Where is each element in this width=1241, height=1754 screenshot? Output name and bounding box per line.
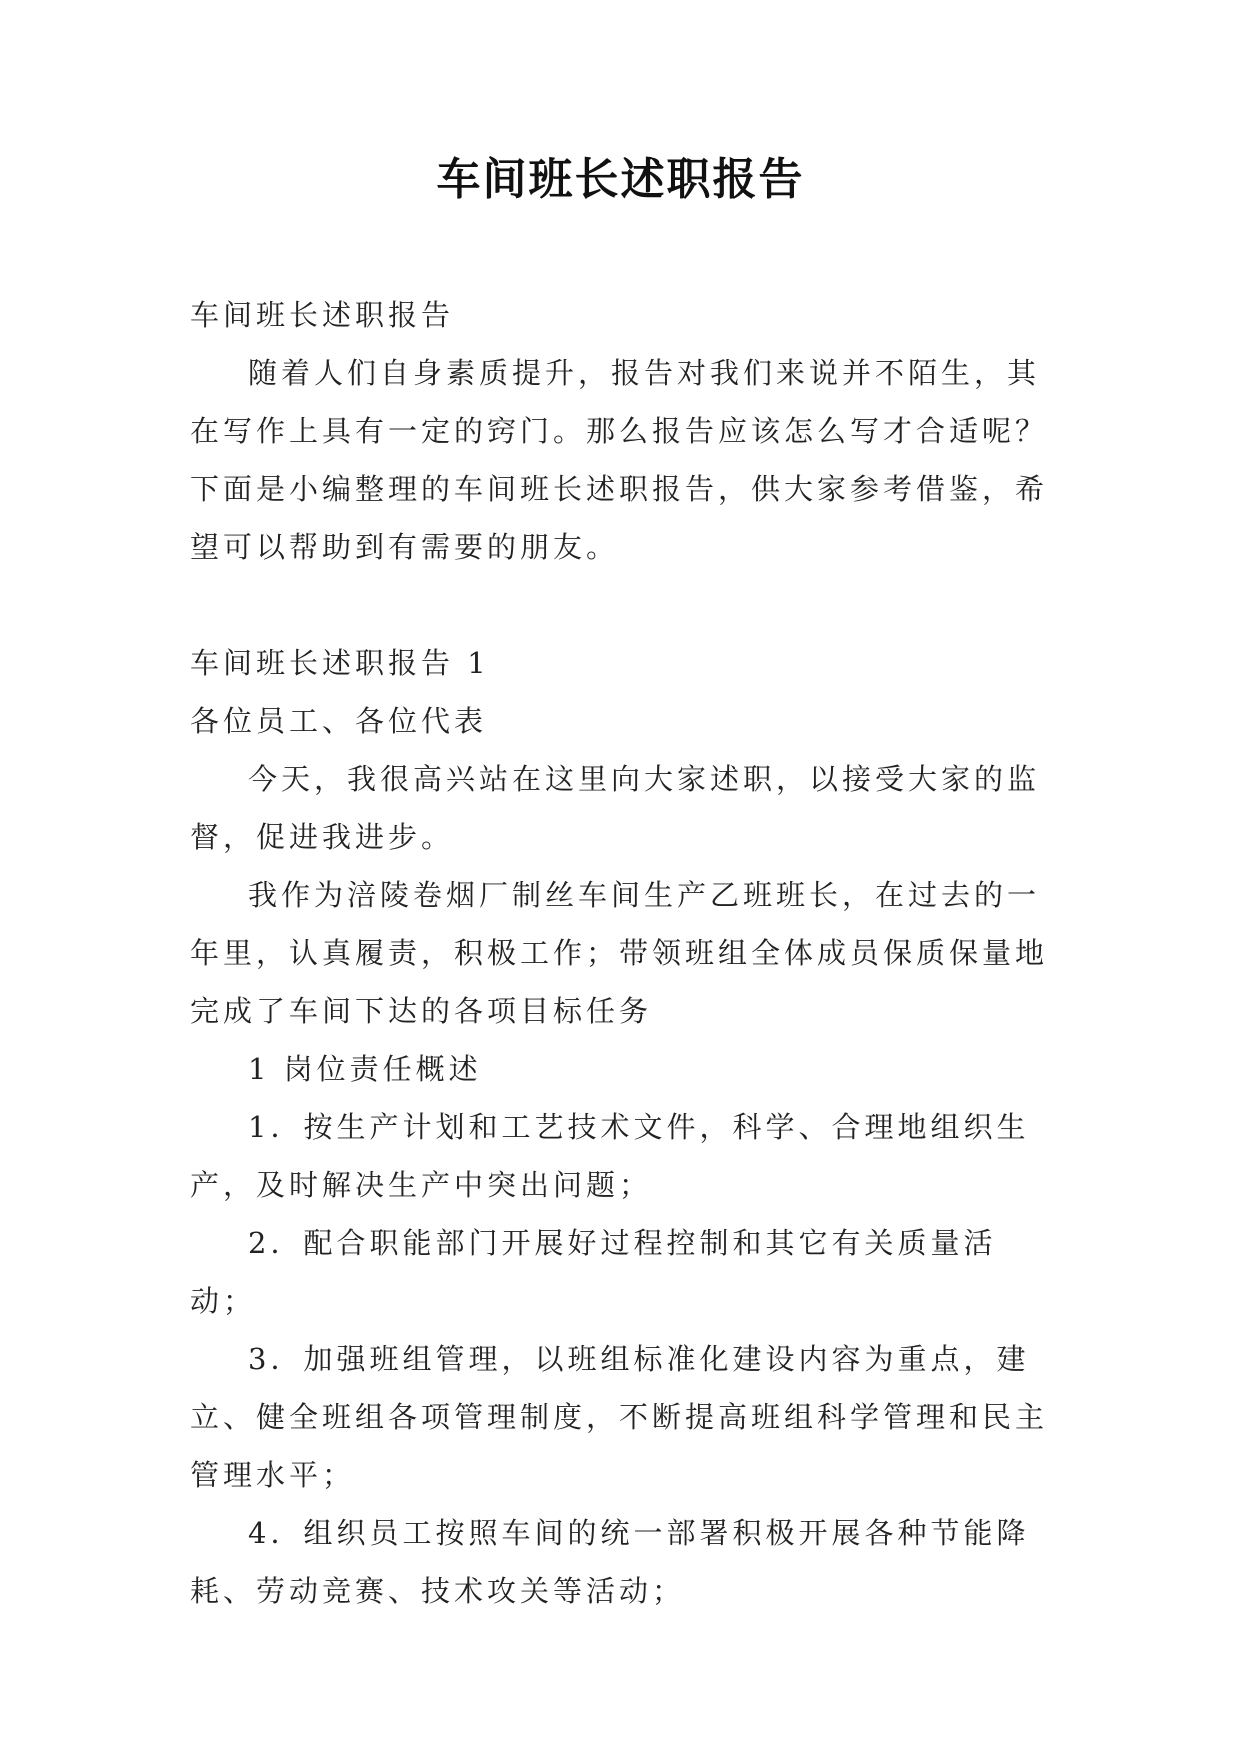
document-body: [190, 286, 1060, 1620]
list-item: 3．加强班组管理，以班组标准化建设内容为重点，建立、健全班组各项管理制度，不断提高班组科学管理和民主管理水平；: [190, 1342, 1049, 1492]
list-item: 1．按生产计划和工艺技术文件，科学、合理地组织生产，及时解决生产中突出问题；: [190, 1110, 1030, 1202]
salutation: 各位员工、各位代表: [190, 704, 488, 738]
intro-paragraph: 随着人们自身素质提升，报告对我们来说并不陌生，其在写作上具有一定的窍门。那么报告应该怎么写才合适呢？下面是小编整理的车间班长述职报告，供大家参考借鉴，希望可以帮助到有需要的朋友。: [190, 356, 1049, 564]
body-paragraph-2: 我作为涪陵卷烟厂制丝车间生产乙班班长，在过去的一年里，认真履责，积极工作；带领班组全体成员保质保量地完成了车间下达的各项目标任务: [190, 878, 1049, 1028]
list-item: 4．组织员工按照车间的统一部署积极开展各种节能降耗、劳动竞赛、技术攻关等活动；: [190, 1516, 1030, 1608]
document-title: 车间班长述职报告: [436, 154, 805, 205]
document-heading: 车间班长述职报告: [190, 298, 455, 332]
paragraph-gap: [190, 576, 1060, 634]
list-item: 2．配合职能部门开展好过程控制和其它有关质量活动；: [190, 1226, 997, 1318]
sub-heading: 1 岗位责任概述: [248, 1052, 482, 1086]
section-title: 车间班长述职报告 1: [190, 646, 490, 680]
body-paragraph-1: 今天，我很高兴站在这里向大家述职，以接受大家的监督，促进我进步。: [190, 762, 1041, 854]
